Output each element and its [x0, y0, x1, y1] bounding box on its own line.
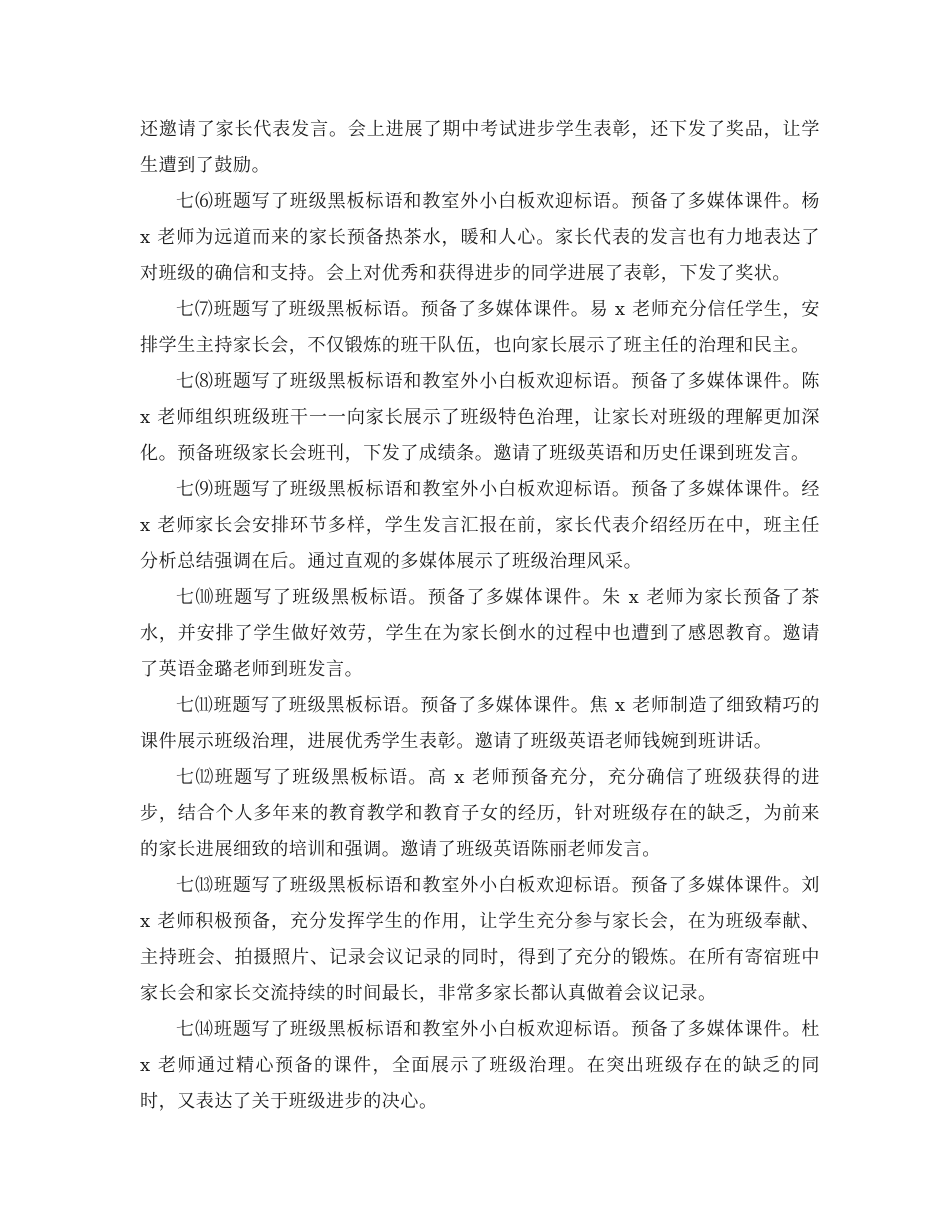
paragraph-class-7-14: 七⒁班题写了班级黑板标语和教室外小白板欢迎标语。预备了多媒体课件。杜 x 老师通过精心预备的课件，全面展示了班级治理。在突出班级存在的缺乏的同时，又表达了关于班级进步的决心。 — [140, 1019, 820, 1112]
document-body — [140, 112, 820, 1120]
paragraph-continued: 还邀请了家长代表发言。会上进展了期中考试进步学生表彰，还下发了奖品，让学生遭到了鼓励。 — [140, 119, 820, 176]
paragraph-class-7-10: 七⑽班题写了班级黑板标语。预备了多媒体课件。朱 x 老师为家长预备了茶水，并安排了学生做好效劳，学生在为家长倒水的过程中也遭到了感恩教育。邀请了英语金璐老师到班发言。 — [140, 587, 820, 680]
paragraph-class-7-6: 七⑹班题写了班级黑板标语和教室外小白板欢迎标语。预备了多媒体课件。杨 x 老师为远道而来的家长预备热茶水，暖和人心。家长代表的发言也有力地表达了对班级的确信和支持。会上对优秀和获得进步的同学进展了表彰，下发了奖状。 — [140, 191, 820, 284]
paragraph-class-7-13: 七⒀班题写了班级黑板标语和教室外小白板欢迎标语。预备了多媒体课件。刘 x 老师积极预备，充分发挥学生的作用，让学生充分参与家长会，在为班级奉献、主持班会、拍摄照片、记录会议记录的同时，得到了充分的锻炼。在所有寄宿班中家长会和家长交流持续的时间最长，非常多家长都认真做着会议记录。 — [140, 875, 820, 1004]
paragraph-class-7-7: 七⑺班题写了班级黑板标语。预备了多媒体课件。易 x 老师充分信任学生，安排学生主持家长会，不仅锻炼的班干队伍，也向家长展示了班主任的治理和民主。 — [140, 299, 820, 356]
paragraph-class-7-12: 七⑿班题写了班级黑板标语。高 x 老师预备充分，充分确信了班级获得的进步，结合个人多年来的教育教学和教育子女的经历，针对班级存在的缺乏，为前来的家长进展细致的培训和强调。邀请了班级英语陈丽老师发言。 — [140, 767, 820, 860]
paragraph-class-7-9: 七⑼班题写了班级黑板标语和教室外小白板欢迎标语。预备了多媒体课件。经 x 老师家长会安排环节多样，学生发言汇报在前，家长代表介绍经历在中，班主任分析总结强调在后。通过直观的多媒体展示了班级治理风采。 — [140, 479, 820, 572]
paragraph-class-7-11: 七⑾班题写了班级黑板标语。预备了多媒体课件。焦 x 老师制造了细致精巧的课件展示班级治理，进展优秀学生表彰。邀请了班级英语老师钱婉到班讲话。 — [140, 695, 820, 752]
paragraph-class-7-8: 七⑻班题写了班级黑板标语和教室外小白板欢迎标语。预备了多媒体课件。陈 x 老师组织班级班干一一向家长展示了班级特色治理，让家长对班级的理解更加深化。预备班级家长会班刊，下发了成绩条。邀请了班级英语和历史任课到班发言。 — [140, 371, 820, 464]
